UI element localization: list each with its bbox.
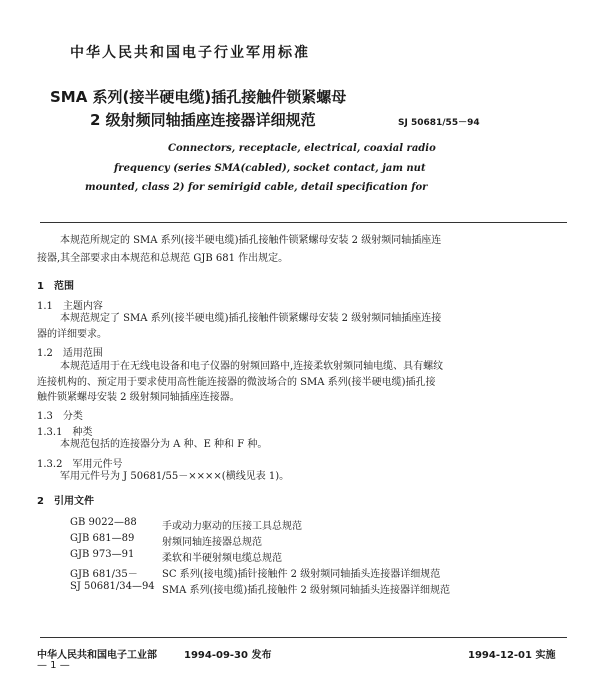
reference-code: GJB 681—89 xyxy=(70,533,135,544)
footer-divider xyxy=(40,637,567,638)
footer-issuer: 中华人民共和国电子工业部 xyxy=(37,650,157,661)
section-1-2-line-3: 触件锁紧螺母安装 2 级射频同轴插座连接器。 xyxy=(37,392,240,403)
section-1-2-heading: 1.2 适用范围 xyxy=(37,348,103,359)
reference-code: GJB 681/35－ xyxy=(70,569,138,580)
standard-header: 中华人民共和国电子行业军用标准 xyxy=(70,45,310,61)
reference-code: GB 9022—88 xyxy=(70,517,137,528)
section-1-1-heading: 1.1 主题内容 xyxy=(37,301,103,312)
section-1-3-2-heading: 1.3.2 军用元件号 xyxy=(37,459,123,470)
section-1-3-1-line-1: 本规范包括的连接器分为 A 种、E 种和 F 种。 xyxy=(60,439,268,450)
reference-title: SMA 系列(接电缆)插孔接触件 2 级射频同轴插头连接器详细规范 xyxy=(162,585,451,596)
section-1-3-1-heading: 1.3.1 种类 xyxy=(37,427,93,438)
intro-line-2: 接器,其全部要求由本规范和总规范 GJB 681 作出规定。 xyxy=(37,253,289,264)
english-title-line-3: mounted, class 2) for semirigid cable, detail specification for xyxy=(85,182,428,193)
intro-line-1: 本规范所规定的 SMA 系列(接半硬电缆)插孔接触件锁紧螺母安装 2 级射频同轴插座连 xyxy=(60,235,442,246)
page-number: — 1 — xyxy=(37,660,70,671)
section-2-heading: 2 引用文件 xyxy=(37,496,94,507)
reference-title: 射频同轴连接器总规范 xyxy=(162,537,262,548)
reference-title: SC 系列(接电缆)插针接触件 2 级射频同轴插头连接器详细规范 xyxy=(162,569,441,580)
standard-code: SJ 50681/55－94 xyxy=(398,118,480,128)
footer-effective-date: 1994-12-01 实施 xyxy=(468,650,556,661)
section-1-heading: 1 范围 xyxy=(37,281,74,292)
english-title-line-2: frequency (series SMA(cabled), socket contact, jam nut xyxy=(114,163,426,174)
section-1-3-heading: 1.3 分类 xyxy=(37,411,83,422)
english-title-line-1: Connectors, receptacle, electrical, coaxial radio xyxy=(168,143,436,154)
reference-title: 手或动力驱动的压接工具总规范 xyxy=(162,521,302,532)
section-1-3-2-line-1: 军用元件号为 J 50681/55－××××(横线见表 1)。 xyxy=(60,471,290,482)
title-divider xyxy=(40,222,567,223)
reference-code: GJB 973—91 xyxy=(70,549,135,560)
title-line-2: 2 级射频同轴插座连接器详细规范 xyxy=(90,111,316,129)
section-1-1-line-1: 本规范规定了 SMA 系列(接半硬电缆)插孔接触件锁紧螺母安装 2 级射频同轴插座连接 xyxy=(60,313,442,324)
section-1-2-line-2: 连接机构的、预定用于要求使用高性能连接器的微波场合的 SMA 系列(接半硬电缆)插孔接 xyxy=(37,377,436,388)
section-1-1-line-2: 器的详细要求。 xyxy=(37,329,107,340)
reference-code: SJ 50681/34—94 xyxy=(70,581,155,592)
reference-title: 柔软和半硬射频电缆总规范 xyxy=(162,553,282,564)
footer-issue-date: 1994-09-30 发布 xyxy=(184,650,272,661)
title-line-1: SMA 系列(接半硬电缆)插孔接触件锁紧螺母 xyxy=(50,88,347,106)
section-1-2-line-1: 本规范适用于在无线电设备和电子仪器的射频回路中,连接柔软射频同轴电缆、具有螺纹 xyxy=(60,361,444,372)
